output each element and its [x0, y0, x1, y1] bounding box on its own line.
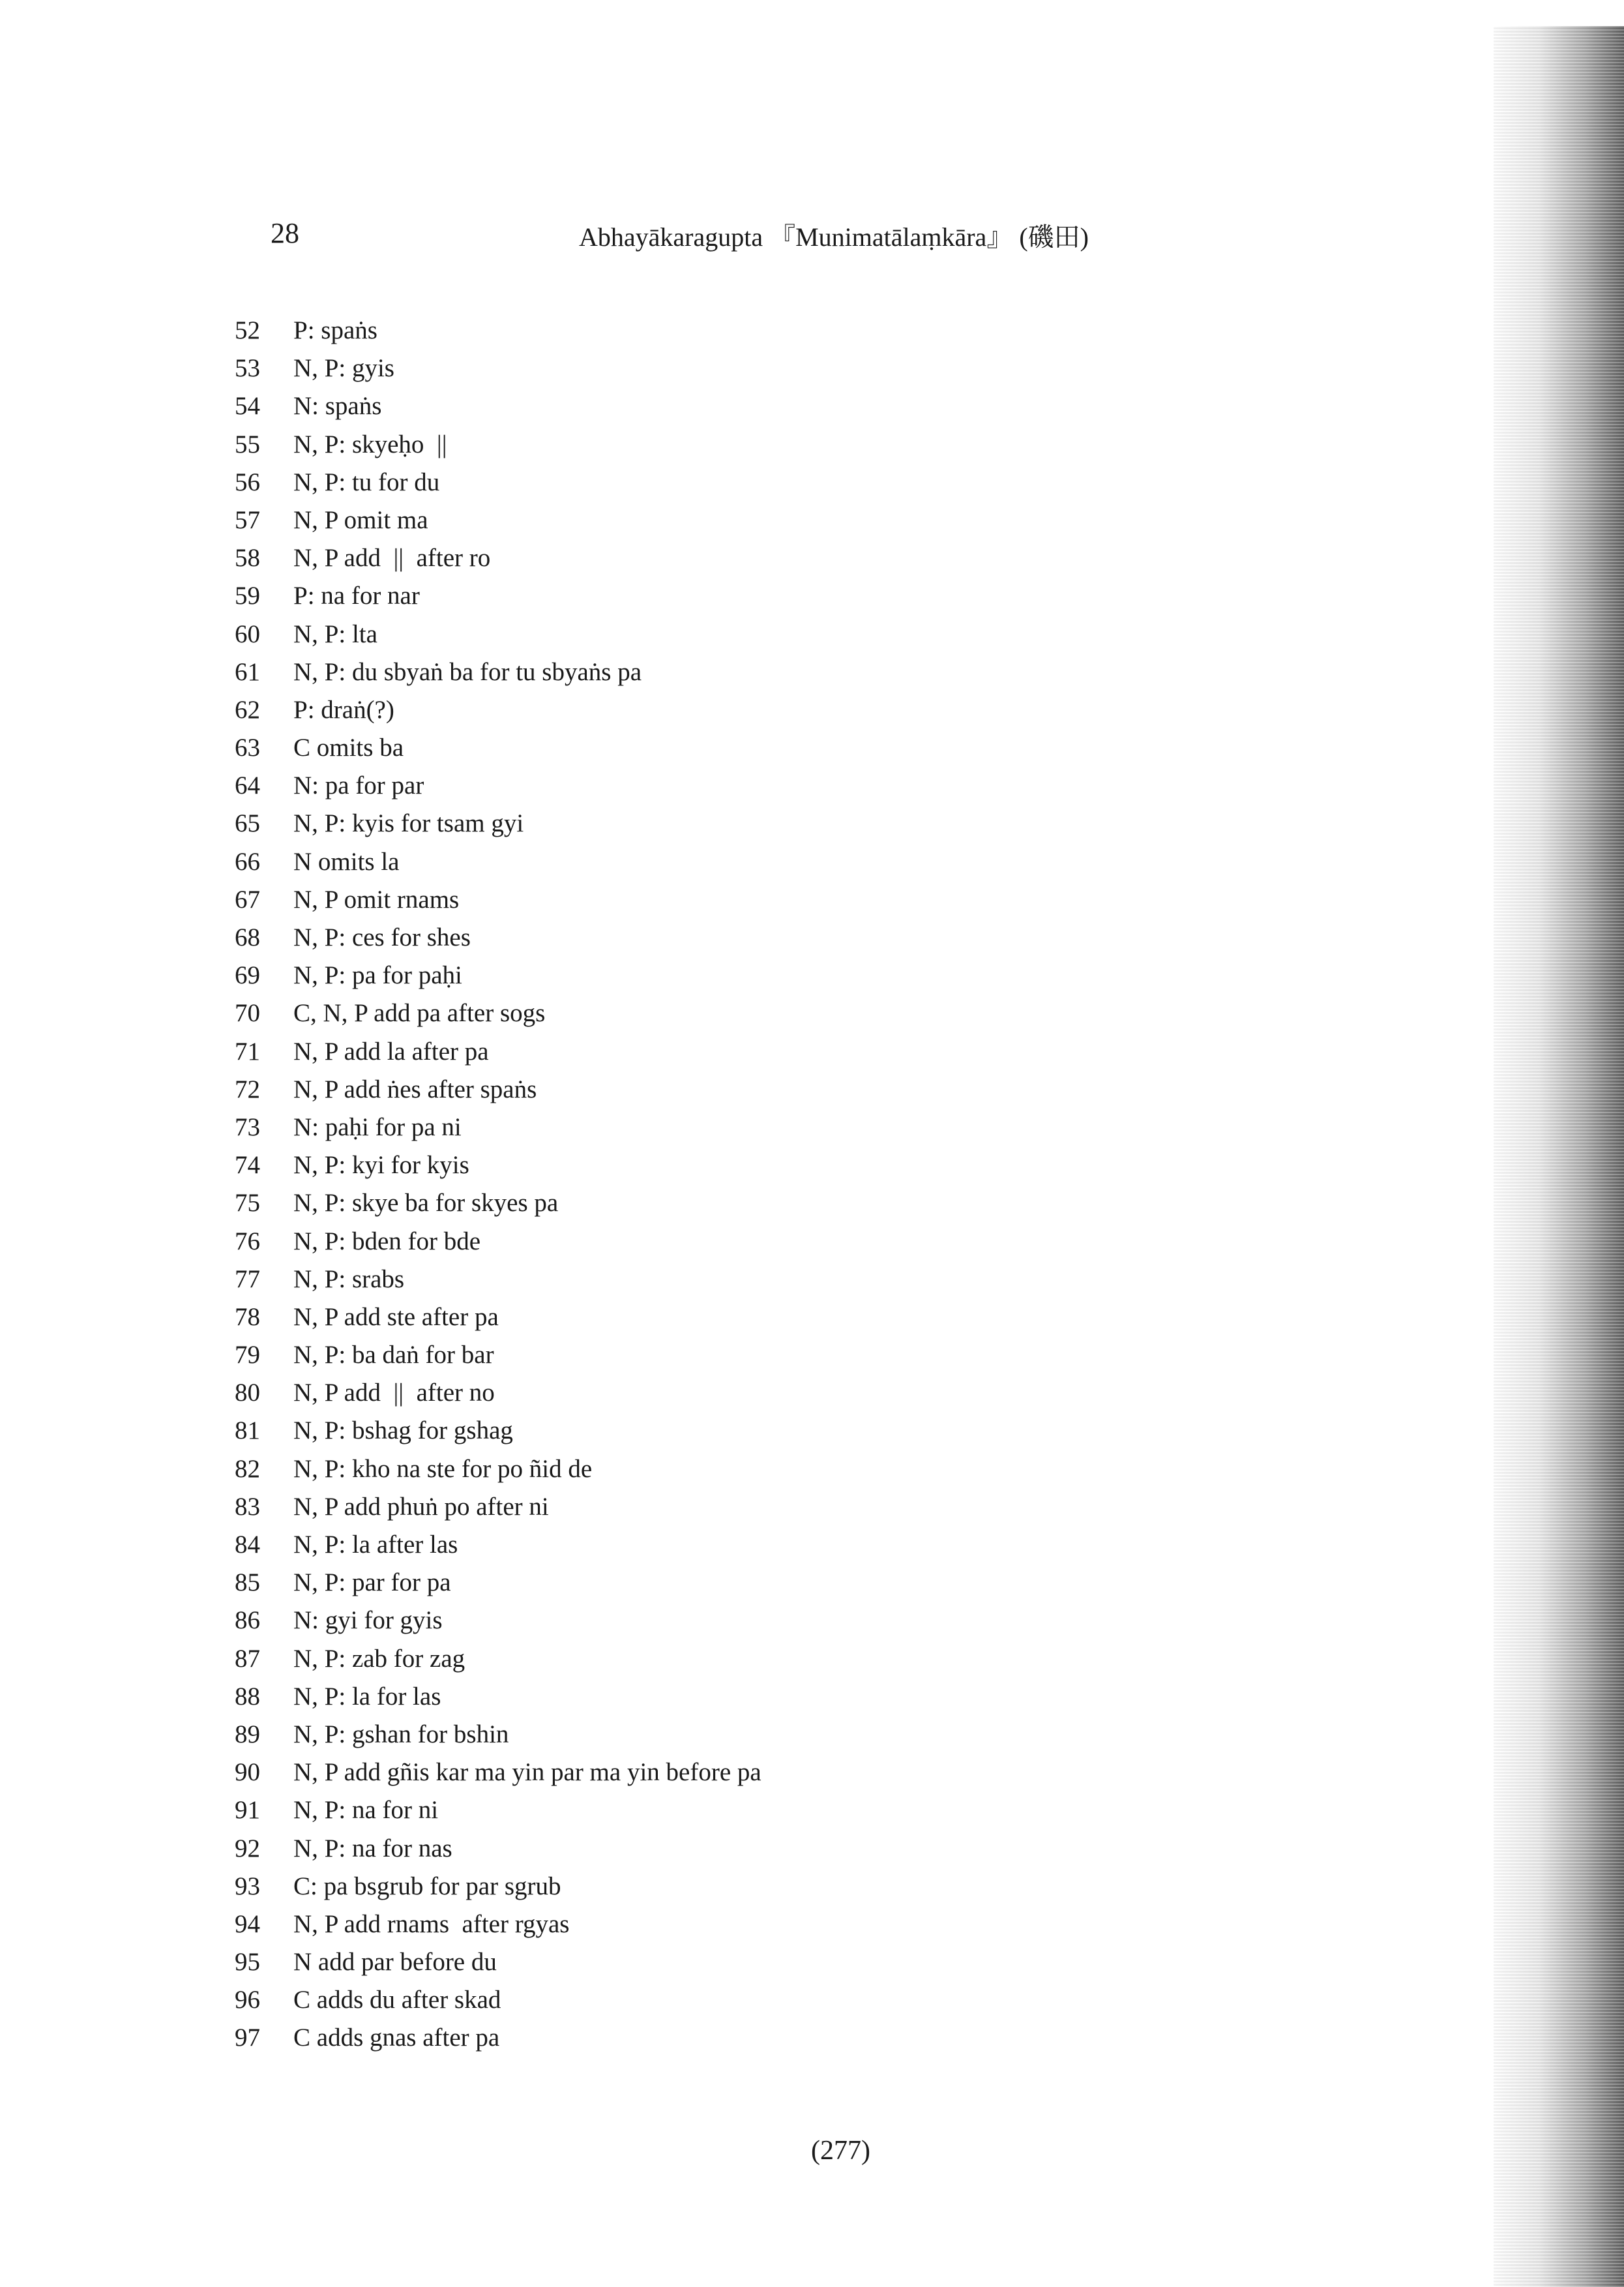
note-text: N, P: kyis for tsam gyi — [293, 809, 524, 838]
note-text: N, P: na for nas — [293, 1834, 452, 1862]
note-number: 60 — [235, 620, 260, 648]
scan-shadow-edge — [1494, 26, 1624, 2287]
note-text: N, P add ṅes after spaṅs — [293, 1075, 537, 1103]
note-text: N, P omit rnams — [293, 885, 460, 914]
note-item — [235, 767, 761, 805]
page-number: 28 — [271, 217, 299, 249]
note-number: 83 — [235, 1492, 260, 1521]
note-text: N, P: gyis — [293, 354, 394, 383]
note-item — [235, 387, 761, 425]
note-text: N, P: pa for paḥi — [293, 961, 462, 990]
note-item — [235, 1754, 761, 1791]
note-text: N, P: kho na ste for po ñid de — [293, 1454, 593, 1483]
note-text: N: pa for par — [293, 771, 424, 800]
note-item — [235, 1071, 761, 1109]
note-number: 78 — [235, 1302, 260, 1331]
note-number: 77 — [235, 1264, 260, 1293]
note-item — [235, 729, 761, 767]
note-text: C adds du after skad — [293, 1986, 501, 2014]
note-text: N, P: skyeḥo || — [293, 430, 447, 458]
note-item — [235, 1716, 761, 1754]
note-number: 87 — [235, 1644, 260, 1673]
note-item — [235, 1450, 761, 1488]
note-number: 76 — [235, 1227, 260, 1255]
note-text: N, P add la after pa — [293, 1037, 489, 1066]
note-number: 56 — [235, 468, 260, 496]
note-text: N, P: skye ba for skyes pa — [293, 1189, 559, 1218]
note-item — [235, 919, 761, 957]
note-item — [235, 957, 761, 994]
notes-list — [235, 312, 761, 2057]
note-number: 95 — [235, 1948, 260, 1977]
note-item — [235, 1830, 761, 1868]
note-text: N, P: tu for du — [293, 468, 440, 496]
note-text: C, N, P add pa after sogs — [293, 999, 546, 1028]
note-text: N add par before du — [293, 1948, 497, 1977]
note-number: 80 — [235, 1379, 260, 1407]
note-number: 74 — [235, 1151, 260, 1180]
note-item — [235, 1943, 761, 1981]
note-number: 97 — [235, 2024, 260, 2052]
note-item — [235, 1526, 761, 1564]
note-number: 54 — [235, 392, 260, 421]
note-item — [235, 464, 761, 501]
note-item — [235, 616, 761, 653]
note-number: 52 — [235, 316, 260, 344]
note-item — [235, 577, 761, 615]
note-item — [235, 1868, 761, 1906]
note-item — [235, 1298, 761, 1336]
note-item — [235, 501, 761, 539]
running-header: Abhayākaragupta 『Munimatālaṃkāra』 (磯田) — [579, 222, 1089, 252]
note-item — [235, 805, 761, 843]
note-number: 58 — [235, 544, 260, 573]
note-text: N, P: la after las — [293, 1531, 458, 1559]
note-number: 75 — [235, 1189, 260, 1218]
note-item — [235, 881, 761, 919]
note-item — [235, 1223, 761, 1261]
note-item — [235, 426, 761, 464]
note-item — [235, 1678, 761, 1716]
note-item — [235, 312, 761, 350]
note-number: 64 — [235, 771, 260, 800]
note-item — [235, 1184, 761, 1222]
note-item — [235, 1981, 761, 2019]
note-text: P: draṅ(?) — [293, 695, 394, 724]
note-number: 96 — [235, 1986, 260, 2014]
note-number: 88 — [235, 1682, 260, 1711]
note-text: N, P: zab for zag — [293, 1644, 465, 1673]
note-number: 63 — [235, 734, 260, 762]
note-number: 84 — [235, 1531, 260, 1559]
note-number: 55 — [235, 430, 260, 458]
note-text: N, P add phuṅ po after ni — [293, 1492, 549, 1521]
note-item — [235, 1146, 761, 1184]
note-item — [235, 1488, 761, 1526]
note-item — [235, 1109, 761, 1146]
note-number: 72 — [235, 1075, 260, 1103]
note-number: 92 — [235, 1834, 260, 1862]
note-text: N, P: du sbyaṅ ba for tu sbyaṅs pa — [293, 657, 642, 686]
note-item — [235, 691, 761, 729]
note-item — [235, 1602, 761, 1639]
note-number: 89 — [235, 1720, 260, 1748]
note-text: N, P: lta — [293, 620, 377, 648]
note-text: N omits la — [293, 847, 400, 876]
note-text: N, P add || after ro — [293, 544, 491, 573]
note-number: 81 — [235, 1416, 260, 1445]
note-text: N, P: srabs — [293, 1264, 405, 1293]
note-text: N, P: na for ni — [293, 1796, 439, 1825]
note-number: 68 — [235, 923, 260, 951]
note-text: C omits ba — [293, 734, 404, 762]
note-number: 71 — [235, 1037, 260, 1066]
note-number: 62 — [235, 695, 260, 724]
note-item — [235, 1640, 761, 1678]
note-text: C: pa bsgrub for par sgrub — [293, 1872, 561, 1900]
note-item — [235, 994, 761, 1032]
note-number: 90 — [235, 1758, 260, 1787]
note-item — [235, 1791, 761, 1829]
note-number: 82 — [235, 1454, 260, 1483]
note-item — [235, 1033, 761, 1071]
note-number: 93 — [235, 1872, 260, 1900]
note-number: 85 — [235, 1568, 260, 1597]
note-text: N: spaṅs — [293, 392, 382, 421]
note-number: 94 — [235, 1909, 260, 1938]
note-item — [235, 1906, 761, 1943]
note-number: 91 — [235, 1796, 260, 1825]
note-text: P: na for nar — [293, 582, 420, 610]
note-text: C adds gnas after pa — [293, 2024, 500, 2052]
note-number: 61 — [235, 657, 260, 686]
note-text: N, P omit ma — [293, 505, 428, 534]
note-number: 65 — [235, 809, 260, 838]
note-text: P: spaṅs — [293, 316, 377, 344]
note-item — [235, 1374, 761, 1412]
note-item — [235, 350, 761, 387]
note-text: N, P add || after no — [293, 1379, 495, 1407]
note-text: N, P: par for pa — [293, 1568, 451, 1597]
note-text: N, P: la for las — [293, 1682, 441, 1711]
note-item — [235, 1336, 761, 1374]
note-item — [235, 843, 761, 881]
note-number: 53 — [235, 354, 260, 383]
note-text: N: gyi for gyis — [293, 1606, 443, 1635]
note-number: 73 — [235, 1113, 260, 1141]
note-number: 66 — [235, 847, 260, 876]
note-number: 79 — [235, 1341, 260, 1369]
note-number: 59 — [235, 582, 260, 610]
note-item — [235, 653, 761, 691]
note-text: N, P: bshag for gshag — [293, 1416, 513, 1445]
note-number: 67 — [235, 885, 260, 914]
note-text: N, P: ces for shes — [293, 923, 471, 951]
note-item — [235, 539, 761, 577]
note-text: N, P: kyi for kyis — [293, 1151, 469, 1180]
note-item — [235, 1564, 761, 1602]
note-number: 57 — [235, 505, 260, 534]
note-number: 70 — [235, 999, 260, 1028]
note-item — [235, 2019, 761, 2057]
note-item — [235, 1261, 761, 1298]
note-text: N: paḥi for pa ni — [293, 1113, 462, 1141]
note-number: 69 — [235, 961, 260, 990]
note-text: N, P: bden for bde — [293, 1227, 481, 1255]
note-text: N, P: gshan for bshin — [293, 1720, 509, 1748]
note-text: N, P add rnams after rgyas — [293, 1909, 570, 1938]
note-text: N, P: ba daṅ for bar — [293, 1341, 494, 1369]
note-text: N, P add gñis kar ma yin par ma yin before pa — [293, 1758, 761, 1787]
note-item — [235, 1412, 761, 1450]
note-text: N, P add ste after pa — [293, 1302, 499, 1331]
note-number: 86 — [235, 1606, 260, 1635]
footer-page-number: (277) — [811, 2136, 870, 2166]
